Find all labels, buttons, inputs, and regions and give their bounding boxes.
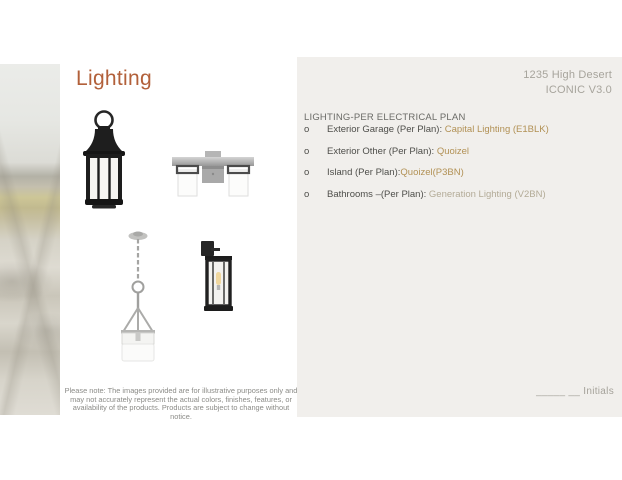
initials-signature-line: _____ __ Initials — [536, 386, 614, 397]
bullet-value: Quoizel — [436, 145, 470, 157]
list-item — [304, 190, 616, 200]
bullet-marker: o — [304, 145, 310, 157]
bullet-value: Capital Lighting (E1BLK) — [444, 124, 549, 135]
list-item — [304, 168, 616, 178]
page-title: Lighting — [76, 67, 152, 90]
fixture-image-brushed-nickel-vanity — [172, 148, 254, 197]
lighting-slide — [0, 57, 622, 421]
spec-panel — [297, 57, 622, 417]
bullet-label: Exterior Other (Per Plan): — [327, 145, 437, 157]
fixture-image-black-outdoor-wall-lantern — [80, 109, 128, 210]
project-header — [523, 68, 612, 98]
brushed-nickel-vanity-image — [172, 148, 254, 197]
disclaimer-text: Please note: The images provided are for illustrative purposes only and may not accurately represent the actual colors, finishes, features, or availability of the products. Products are subject to change without notice. — [64, 386, 298, 421]
fixture-image-brushed-nickel-pendant — [117, 229, 159, 363]
list-item — [304, 125, 616, 135]
black-outdoor-wall-lantern-image — [80, 109, 128, 210]
section-heading: LIGHTING-PER ELECTRICAL PLAN — [304, 112, 466, 123]
lighting-spec-list — [304, 125, 616, 211]
black-lantern-clear-glass-image — [198, 240, 236, 313]
list-item — [304, 147, 616, 157]
landscape-strip-image — [0, 64, 60, 415]
bullet-marker: o — [304, 167, 310, 178]
fixture-image-black-lantern-clear-glass — [198, 240, 236, 313]
bullet-text — [327, 125, 616, 135]
brushed-nickel-pendant-image — [117, 229, 159, 363]
bullet-label: Exterior Garage (Per Plan): — [327, 124, 445, 135]
project-name: 1235 High Desert — [523, 69, 612, 81]
bullet-marker: o — [304, 124, 310, 135]
bullet-text — [327, 168, 616, 178]
bullet-value: Quoizel(P3BN) — [400, 167, 464, 178]
bullet-label: Island (Per Plan): — [327, 167, 401, 178]
bullet-value: Generation Lighting (V2BN) — [428, 188, 546, 200]
bullet-label: Bathrooms –(Per Plan): — [327, 188, 429, 200]
project-version: ICONIC V3.0 — [545, 84, 612, 96]
bullet-marker: o — [304, 188, 310, 200]
bullet-text — [327, 147, 616, 157]
bullet-text — [327, 190, 616, 200]
